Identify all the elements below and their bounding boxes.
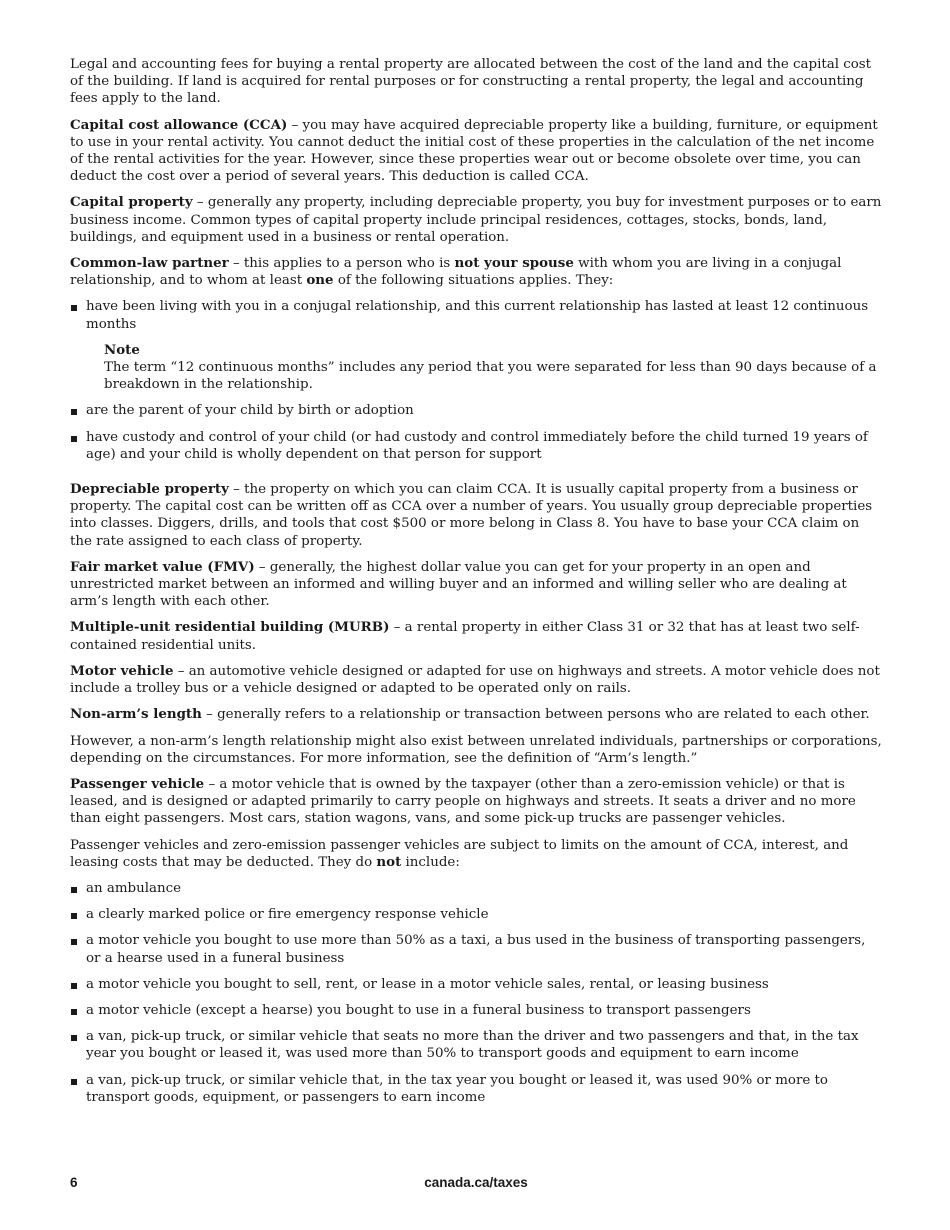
list-item: a van, pick-up truck, or similar vehicle that, in the tax year you bought or leased it, was used 90% or more to transport goods, equipment, or passengers to earn income (70, 1072, 882, 1106)
page-content (70, 56, 882, 1115)
passenger-limits-paragraph: Passenger vehicles and zero-emission passenger vehicles are subject to limits on the amount of CCA, interest, and leasing costs that may be deducted. They do not include: (70, 837, 849, 870)
passenger-exclusions-list (70, 880, 882, 1106)
note-title: Note (104, 341, 140, 358)
list-item: have been living with you in a conjugal relationship, and this current relationship has lasted at least 12 continuous months Note The term “12 continuous months” includes any period that you were separated for less than 90 days because of a breakdown in the relationship. (70, 298, 882, 393)
list-item: a motor vehicle (except a hearse) you bought to use in a funeral business to transport passengers (70, 1002, 882, 1019)
definition-capital-property: Capital property – generally any property, including depreciable property, you buy for investment purposes or to earn business income. Common types of capital property include principal residences, cottages, stocks, bonds, land, buildings, and equipment used in a business or rental operation. (70, 194, 882, 245)
list-item: a motor vehicle you bought to use more than 50% as a taxi, a bus used in the business of transporting passengers, or a hearse used in a funeral business (70, 932, 882, 966)
definition-murb: Multiple-unit residential building (MURB) – a rental property in either Class 31 or 32 that has at least two self-contained residential units. (70, 619, 860, 653)
list-item: have custody and control of your child (or had custody and control immediately before the child turned 19 years of age) and your child is wholly dependent on that person for support (70, 429, 882, 463)
list-item: a van, pick-up truck, or similar vehicle that seats no more than the driver and two passengers and that, in the tax year you bought or leased it, was used more than 50% to transport goods and equipment to earn income (70, 1028, 882, 1062)
note-text: The term “12 continuous months” includes any period that you were separated for less than 90 days because of a breakdown in the relationship. (104, 360, 877, 393)
page-number: 6 (70, 1175, 78, 1190)
term-murb: Multiple-unit residential building (MURB) (70, 619, 390, 636)
definition-passenger-vehicle: Passenger vehicle – a motor vehicle that is owned by the taxpayer (other than a zero-emission vehicle) or that is leased, and is designed or adapted primarily to carry people on highways and streets. It seats a driver and no more than eight passengers. Most cars, station wagons, vans, and some pick-up trucks are passenger vehicles. (70, 775, 856, 827)
list-item: an ambulance (70, 880, 882, 897)
term-non-arms-length: Non-arm’s length (70, 706, 202, 723)
term-motor-vehicle: Motor vehicle (70, 662, 174, 679)
note-box (104, 342, 882, 394)
common-law-list (70, 298, 882, 463)
footer-website-link[interactable]: canada.ca/taxes (424, 1175, 528, 1190)
term-fmv: Fair market value (FMV) (70, 558, 255, 575)
page-footer (70, 1175, 882, 1193)
term-capital-property: Capital property (70, 194, 193, 211)
term-passenger-vehicle: Passenger vehicle (70, 775, 205, 792)
definition-motor-vehicle: Motor vehicle – an automotive vehicle designed or adapted for use on highways and streets. A motor vehicle does not include a trolley bus or a vehicle designed or adapted to be operated only on rails. (70, 662, 880, 697)
list-item: are the parent of your child by birth or adoption (70, 402, 882, 419)
definition-non-arms-length: Non-arm’s length – generally refers to a relationship or transaction between persons who are related to each other. (70, 706, 870, 723)
definition-depreciable-property: Depreciable property – the property on which you can claim CCA. It is usually capital property from a business or property. The capital cost can be written off as CCA over a number of years. You usually group depreciable properties into classes. Diggers, drills, and tools that cost $500 or more belong in Class 8. You have to base your CCA claim on the rate assigned to each class of property. (70, 481, 873, 549)
list-item: a motor vehicle you bought to sell, rent, or lease in a motor vehicle sales, rental, or leasing business (70, 976, 882, 993)
intro-paragraph: Legal and accounting fees for buying a rental property are allocated between the cost of the land and the capital cost of the building. If land is acquired for rental purposes or for constructing a rental property, the legal and accounting fees apply to the land. (70, 57, 872, 107)
definition-cca: Capital cost allowance (CCA) – you may have acquired depreciable property like a building, furniture, or equipment to use in your rental activity. You cannot deduct the initial cost of these properties in the calculation of the net income of the rental activities for the year. However, since these properties wear out or become obsolete over time, you can deduct the cost over a period of several years. This deduction is called CCA. (70, 116, 878, 185)
term-depreciable-property: Depreciable property (70, 481, 229, 498)
list-item: a clearly marked police or fire emergency response vehicle (70, 906, 882, 923)
non-arms-length-paragraph: However, a non-arm’s length relationship might also exist between unrelated individuals, partnerships or corporations, depending on the circumstances. For more information, see the definition of “Arm’s length.” (70, 733, 882, 766)
definition-common-law-partner: Common-law partner – this applies to a person who is not your spouse with whom you are living in a conjugal relationship, and to whom at least one of the following situations applies. They: (70, 255, 842, 289)
term-cca: Capital cost allowance (CCA) (70, 116, 288, 133)
definition-fmv: Fair market value (FMV) – generally, the highest dollar value you can get for your property in an open and unrestricted market between an informed and willing buyer and an informed and willing seller who are dealing at arm’s length with each other. (70, 558, 847, 610)
term-common-law-partner: Common-law partner (70, 255, 229, 272)
